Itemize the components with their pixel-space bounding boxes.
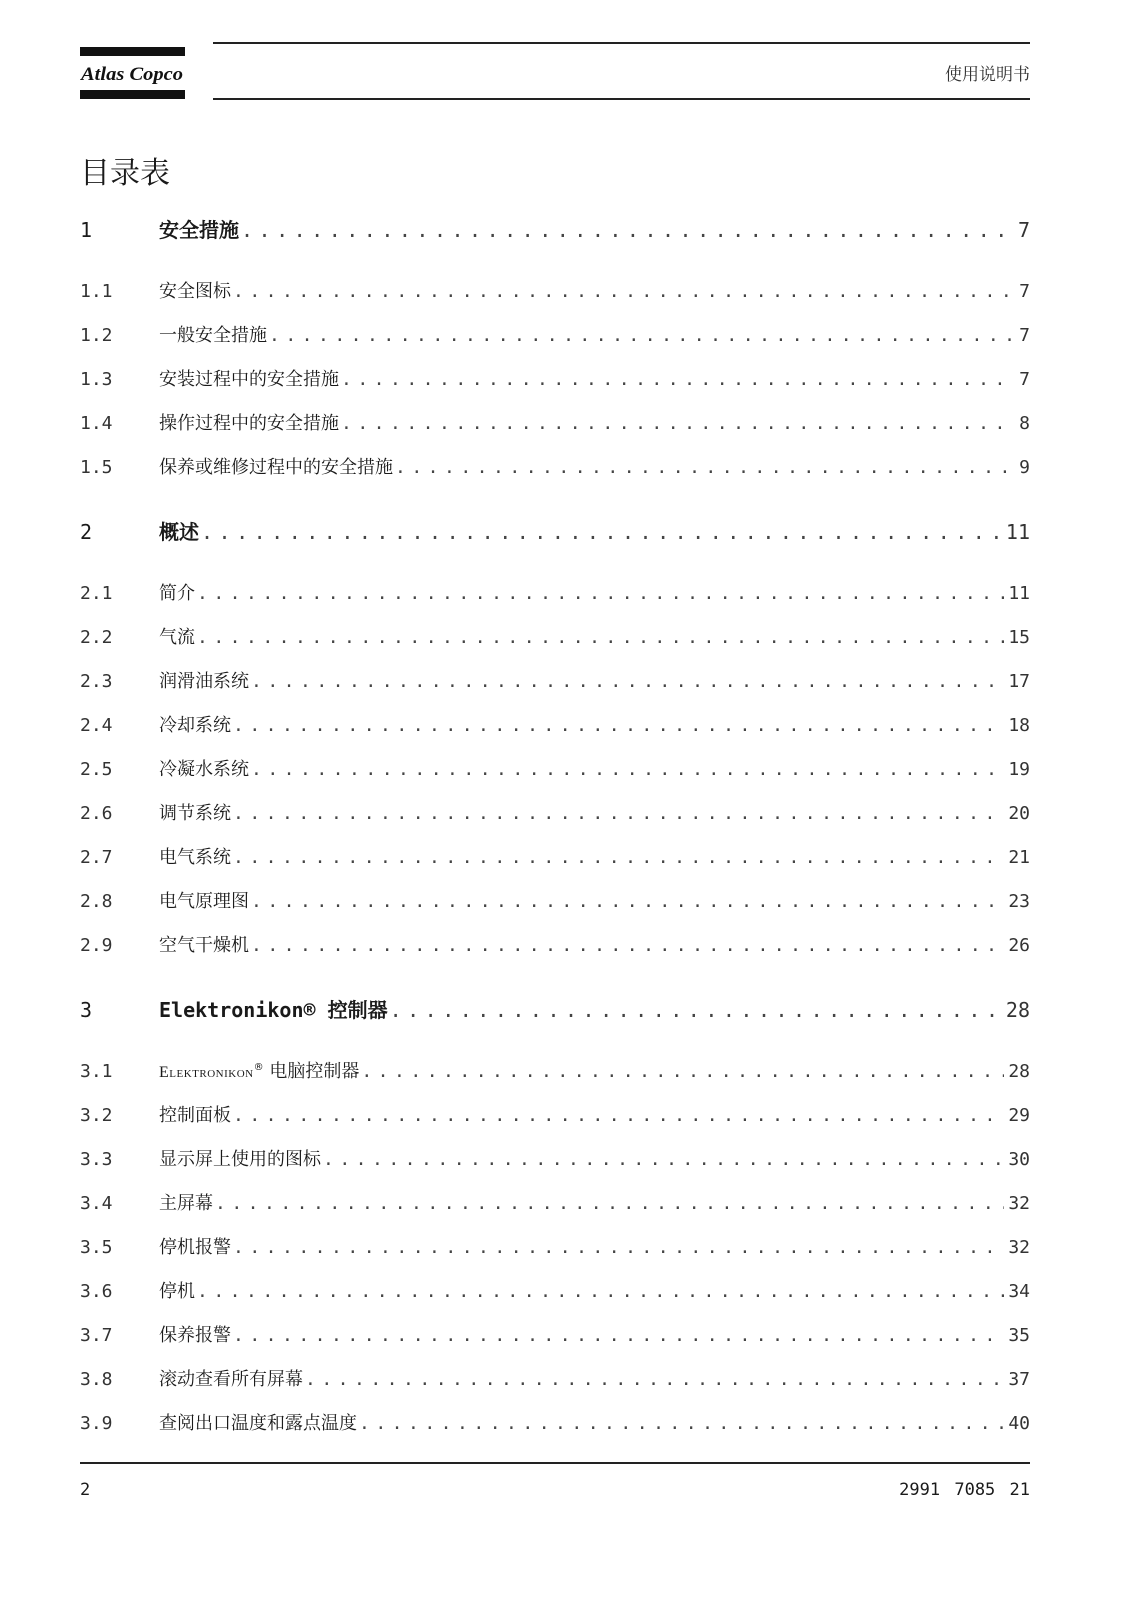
toc-title: 概述 [159, 520, 199, 544]
toc-title: 保养或维修过程中的安全措施 [159, 457, 393, 478]
toc-section[interactable] [80, 1365, 1030, 1409]
toc-title: 气流 [159, 627, 195, 648]
dot-leader [241, 218, 1014, 242]
toc-title: 停机 [159, 1281, 195, 1302]
toc-title: 润滑油系统 [159, 671, 249, 692]
dot-leader [233, 281, 1015, 302]
dot-leader [361, 1061, 1004, 1082]
toc-chapter[interactable] [80, 994, 1030, 1039]
toc-title-rest: 电脑控制器 [263, 1061, 360, 1082]
toc-number: 3 [80, 998, 93, 1022]
toc-section[interactable] [80, 277, 1030, 321]
toc-title: 简介 [159, 583, 195, 604]
toc-section[interactable] [80, 579, 1030, 623]
toc-section[interactable] [80, 1277, 1030, 1321]
toc-page-number: 28 [1005, 998, 1030, 1022]
toc-section[interactable] [80, 931, 1030, 975]
dot-leader [251, 671, 1004, 692]
page-title: 目录表 [80, 156, 170, 191]
header-rule-bottom [213, 98, 1030, 100]
toc-section[interactable] [80, 1321, 1030, 1365]
toc-number: 2.9 [80, 935, 113, 956]
toc-section[interactable] [80, 1233, 1030, 1277]
toc-number: 2.3 [80, 671, 113, 692]
logo-wordmark [80, 59, 185, 87]
toc-section[interactable] [80, 887, 1030, 931]
dot-leader [251, 891, 1004, 912]
toc-title: 主屏幕 [159, 1193, 213, 1214]
toc-page-number: 28 [1008, 1061, 1030, 1082]
toc-title: 保养报警 [159, 1325, 231, 1346]
toc-section[interactable] [80, 321, 1030, 365]
table-of-contents [80, 214, 1030, 1453]
toc-section[interactable] [80, 1189, 1030, 1233]
dot-leader [233, 1105, 1004, 1126]
toc-number: 1.5 [80, 457, 113, 478]
dot-leader [233, 847, 1004, 868]
toc-page-number: 26 [1008, 935, 1030, 956]
toc-title: 滚动查看所有屏幕 [159, 1369, 303, 1390]
toc-title: 冷凝水系统 [159, 759, 249, 780]
toc-page-number: 20 [1008, 803, 1030, 824]
dot-leader [215, 1193, 1004, 1214]
toc-title: 电气原理图 [159, 891, 249, 912]
toc-title: 控制面板 [159, 1105, 231, 1126]
toc-page-number: 17 [1008, 671, 1030, 692]
toc-number: 3.4 [80, 1193, 113, 1214]
toc-title: 调节系统 [159, 803, 231, 824]
toc-page-number: 34 [1008, 1281, 1030, 1302]
toc-number: 3.7 [80, 1325, 113, 1346]
toc-page-number: 9 [1019, 457, 1030, 478]
header-rule-top [213, 42, 1030, 44]
toc-title: 安全图标 [159, 281, 231, 302]
toc-section[interactable] [80, 1101, 1030, 1145]
registered-mark: ® [253, 1062, 264, 1073]
dot-leader [197, 627, 1004, 648]
toc-section[interactable] [80, 623, 1030, 667]
toc-title [159, 1057, 359, 1083]
toc-page-number: 21 [1008, 847, 1030, 868]
toc-number: 1.4 [80, 413, 113, 434]
toc-page-number: 15 [1008, 627, 1030, 648]
toc-number: 3.6 [80, 1281, 113, 1302]
toc-title: 一般安全措施 [159, 325, 267, 346]
toc-page-number: 18 [1008, 715, 1030, 736]
toc-number: 2.6 [80, 803, 113, 824]
toc-number: 2.2 [80, 627, 113, 648]
document-type: 使用说明书 [945, 65, 1030, 85]
toc-number: 1.2 [80, 325, 113, 346]
toc-title: 安全措施 [159, 218, 239, 242]
toc-title: 查阅出口温度和露点温度 [159, 1413, 357, 1434]
dot-leader [269, 325, 1015, 346]
toc-section[interactable] [80, 1057, 1030, 1101]
dot-leader [233, 715, 1004, 736]
toc-page-number: 7 [1019, 369, 1030, 390]
dot-leader [359, 1413, 1004, 1434]
toc-title: 电气系统 [159, 847, 231, 868]
page-number: 2 [80, 1480, 91, 1500]
toc-number: 3.3 [80, 1149, 113, 1170]
dot-leader [233, 1325, 1004, 1346]
toc-title-brand: Elektronikon [159, 1064, 254, 1081]
toc-title: 操作过程中的安全措施 [159, 413, 339, 434]
dot-leader [323, 1149, 1004, 1170]
toc-number: 1.1 [80, 281, 113, 302]
dot-leader [197, 1281, 1004, 1302]
toc-number: 3.5 [80, 1237, 113, 1258]
dot-leader [305, 1369, 1004, 1390]
toc-section[interactable] [80, 711, 1030, 755]
toc-number: 2 [80, 520, 93, 544]
toc-number: 3.8 [80, 1369, 113, 1390]
toc-page-number: 35 [1008, 1325, 1030, 1346]
toc-page-number: 32 [1008, 1193, 1030, 1214]
dot-leader [390, 998, 1002, 1022]
toc-page-number: 19 [1008, 759, 1030, 780]
toc-number: 2.4 [80, 715, 113, 736]
dot-leader [395, 457, 1015, 478]
logo-bar-bottom [80, 90, 185, 99]
toc-title: 安装过程中的安全措施 [159, 369, 339, 390]
footer-rule [80, 1462, 1030, 1464]
toc-chapter[interactable] [80, 516, 1030, 561]
toc-title: 显示屏上使用的图标 [159, 1149, 321, 1170]
toc-section[interactable] [80, 453, 1030, 497]
toc-section[interactable] [80, 1409, 1030, 1453]
toc-section[interactable] [80, 365, 1030, 409]
toc-number: 2.1 [80, 583, 113, 604]
toc-chapter[interactable] [80, 214, 1030, 259]
toc-section[interactable] [80, 843, 1030, 887]
toc-section[interactable] [80, 409, 1030, 453]
dot-leader [341, 369, 1015, 390]
toc-section[interactable] [80, 799, 1030, 843]
toc-page-number: 11 [1008, 583, 1030, 604]
toc-page-number: 29 [1008, 1105, 1030, 1126]
dot-leader [341, 413, 1015, 434]
toc-page-number: 30 [1008, 1149, 1030, 1170]
toc-page-number: 7 [1017, 218, 1030, 242]
toc-page-number: 8 [1019, 413, 1030, 434]
dot-leader [233, 1237, 1004, 1258]
dot-leader [251, 759, 1004, 780]
toc-page-number: 7 [1019, 281, 1030, 302]
toc-number: 2.7 [80, 847, 113, 868]
toc-section[interactable] [80, 1145, 1030, 1189]
toc-page-number: 7 [1019, 325, 1030, 346]
toc-number: 1.3 [80, 369, 113, 390]
toc-page-number: 40 [1008, 1413, 1030, 1434]
toc-title: 停机报警 [159, 1237, 231, 1258]
toc-title: 空气干燥机 [159, 935, 249, 956]
document-number: 2991 7085 21 [899, 1480, 1030, 1500]
toc-number: 3.1 [80, 1061, 113, 1082]
toc-page-number: 32 [1008, 1237, 1030, 1258]
dot-leader [197, 583, 1004, 604]
logo-bar-top [80, 47, 185, 56]
toc-title: Elektronikon® 控制器 [159, 998, 388, 1022]
toc-section[interactable] [80, 755, 1030, 799]
dot-leader [233, 803, 1004, 824]
toc-title: 冷却系统 [159, 715, 231, 736]
toc-page-number: 11 [1005, 520, 1030, 544]
toc-number: 2.8 [80, 891, 113, 912]
dot-leader [251, 935, 1004, 956]
toc-page-number: 37 [1008, 1369, 1030, 1390]
toc-number: 3.9 [80, 1413, 113, 1434]
toc-number: 2.5 [80, 759, 113, 780]
toc-page-number: 23 [1008, 891, 1030, 912]
toc-number: 3.2 [80, 1105, 113, 1126]
logo-text: Atlas Copco [80, 64, 183, 85]
dot-leader [201, 520, 1002, 544]
atlas-copco-logo [80, 47, 185, 99]
toc-section[interactable] [80, 667, 1030, 711]
toc-number: 1 [80, 218, 93, 242]
